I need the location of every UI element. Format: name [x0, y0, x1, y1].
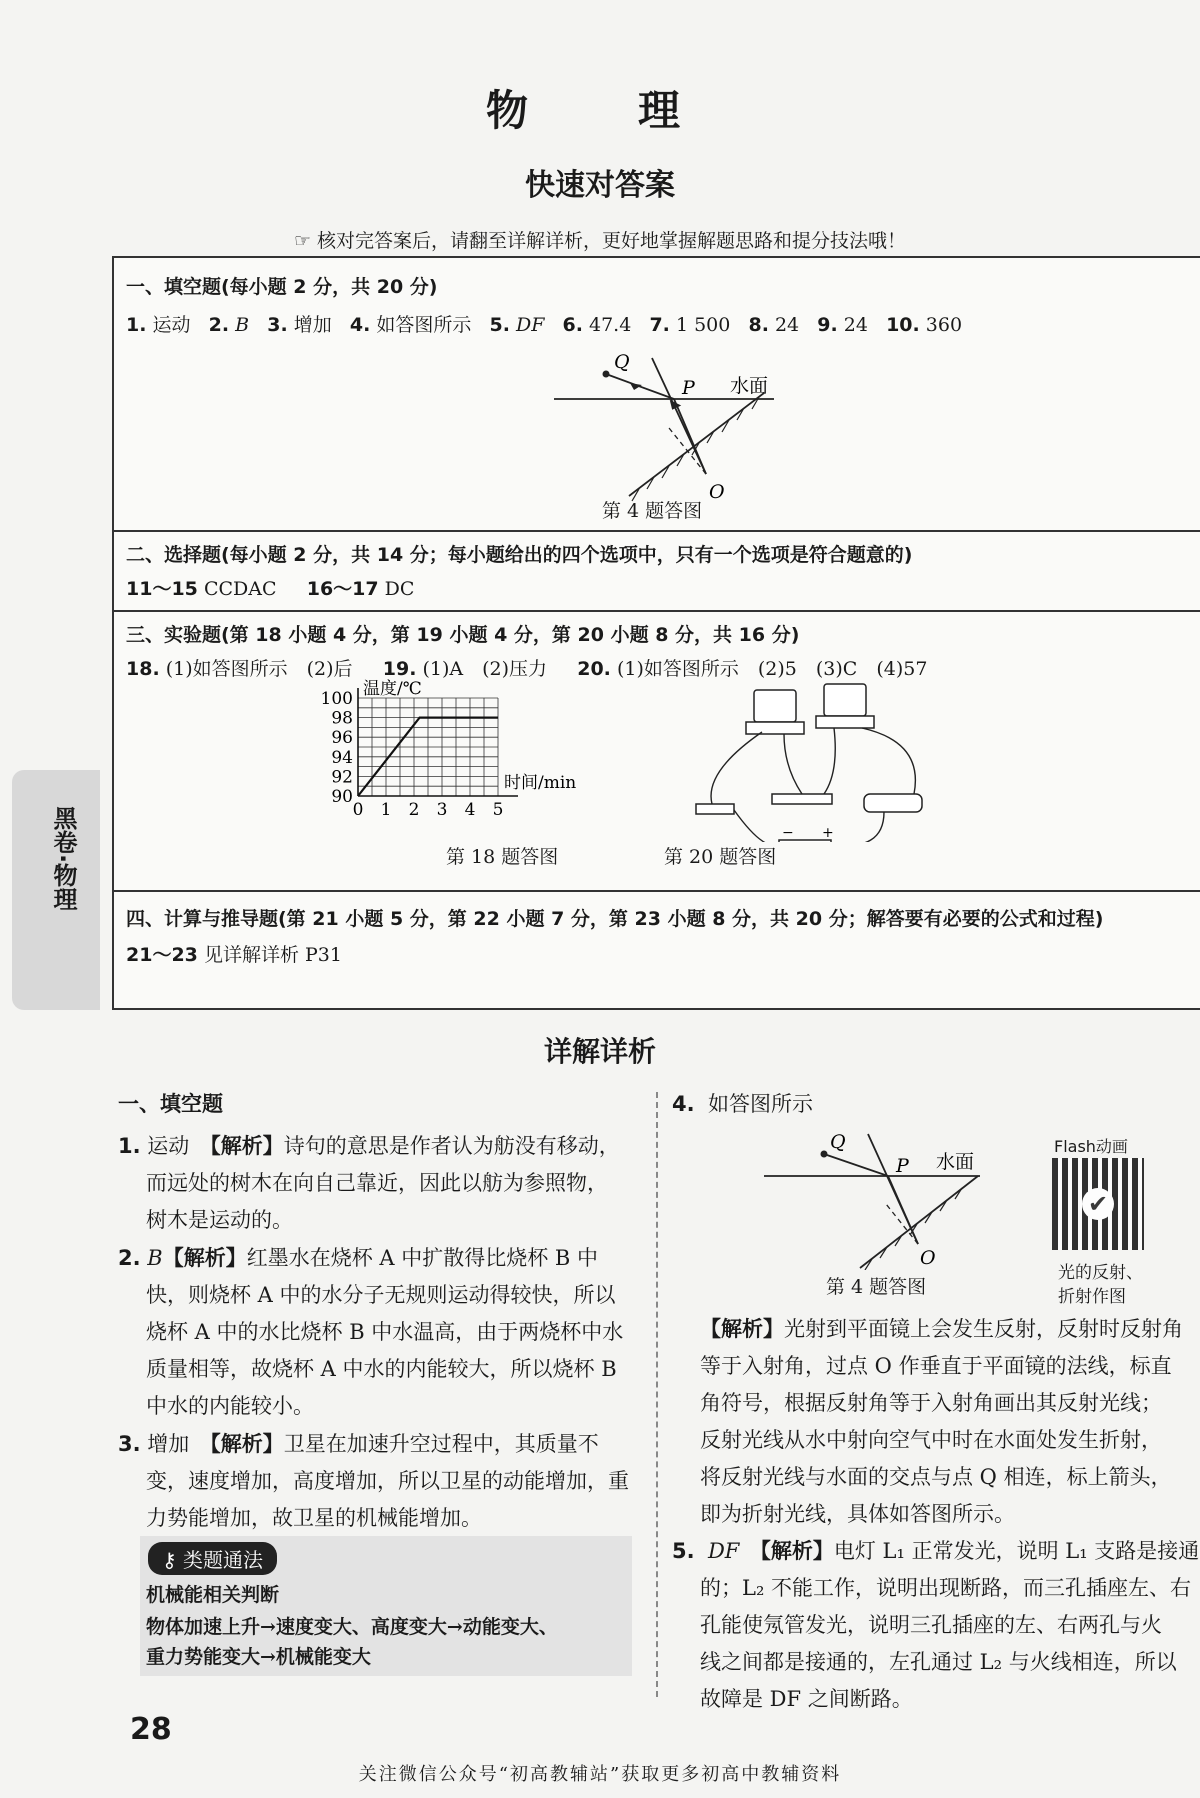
- y-tick-label: 96: [331, 728, 353, 749]
- answer-box: [112, 256, 1200, 1010]
- answer-number: 4.: [349, 314, 371, 336]
- section-heading: 四、计算与推导题(第 21 小题 5 分，第 22 小题 7 分，第 23 小题 8 分，共 20 分；解答要有必要的公式和过程): [126, 908, 1104, 930]
- svg-text:−: −: [782, 825, 794, 841]
- text-line: 电灯 L₁ 正常发光，说明 L₁ 支路是接通: [833, 1539, 1200, 1563]
- switch: [696, 804, 734, 814]
- section-experiment: [114, 610, 1200, 892]
- resistor: [772, 794, 832, 804]
- text-line: 卫星在加速升空过程中，其质量不: [283, 1432, 599, 1456]
- text-line: 线之间都是接通的，左孔通过 L₂ 与火线相连，所以: [700, 1650, 1177, 1674]
- text-line: 快，则烧杯 A 中的水分子无规则运动得较快，所以: [146, 1283, 616, 1307]
- figure-q4: [534, 338, 834, 513]
- text-line: 将反射光线与水面的交点与点 Q 相连，标上箭头，: [700, 1465, 1172, 1489]
- circuit-figure: [684, 682, 984, 842]
- qr-code[interactable]: [1052, 1158, 1144, 1250]
- x-tick-label: 4: [464, 800, 476, 820]
- hand-pointer-icon: ☞: [293, 230, 311, 252]
- answer-value: 运动: [146, 314, 191, 336]
- question-number: 4.: [672, 1092, 695, 1116]
- label-p: P: [682, 377, 695, 399]
- answer-value: CCDAC: [203, 578, 277, 600]
- text-line: 变，速度增加，高度增加，所以卫星的动能增加，重: [146, 1469, 629, 1493]
- text-line: 物体加速上升→速度变大、高度变大→动能变大、: [146, 1616, 558, 1638]
- answer-number: 7.: [649, 314, 670, 336]
- method-tip-box: [140, 1536, 632, 1676]
- analysis-tag: 【解析】: [210, 1431, 284, 1456]
- answer-value: 24: [768, 314, 800, 336]
- text-line: 力势能增加，故卫星的机械能增加。: [146, 1506, 482, 1530]
- tip-badge: [148, 1542, 277, 1575]
- x-tick-label: 3: [436, 800, 448, 820]
- text-line: 质量相等，故烧杯 A 中水的内能较大，所以烧杯 B: [146, 1357, 617, 1381]
- answer-value: 360: [919, 314, 963, 336]
- ammeter: [824, 684, 866, 716]
- y-tick-label: 94: [331, 747, 353, 768]
- column-divider: [656, 1092, 658, 1697]
- analysis-tag: 【解析】: [760, 1538, 834, 1563]
- question-number: 2.: [118, 1246, 141, 1270]
- page-number: 28: [130, 1712, 172, 1747]
- answer-value: (1)如答图所示 (2)后: [165, 658, 353, 680]
- text-line: 重力势能变大→机械能变大: [146, 1646, 371, 1668]
- answer: 如答图所示: [707, 1092, 813, 1116]
- answer: DF: [707, 1539, 740, 1563]
- text-line: 等于入射角，过点 O 作垂直于平面镜的法线，标直: [700, 1354, 1172, 1378]
- x-tick-label: 0: [352, 800, 364, 820]
- fig20-caption: 第 20 题答图: [664, 846, 777, 868]
- section-choice: [114, 530, 1200, 612]
- temperature-chart: [314, 676, 614, 836]
- y-tick-label: 90: [331, 787, 353, 807]
- analysis-tag: 【解析】: [162, 1245, 247, 1270]
- fill-answers: [126, 310, 962, 337]
- page-title: 物 理: [485, 86, 714, 135]
- fig4-caption: 第 4 题答图: [602, 500, 703, 522]
- rheostat: [864, 794, 922, 812]
- question-number: 3.: [118, 1432, 141, 1456]
- answer-number: 18.: [126, 658, 160, 680]
- text-line: 诗句的意思是作者认为舫没有移动，: [283, 1134, 620, 1158]
- text-line: 即为折射光线，具体如答图所示。: [700, 1502, 1015, 1526]
- label-o: O: [709, 481, 725, 503]
- section-heading: 一、填空题(每小题 2 分，共 20 分): [126, 276, 438, 298]
- y-tick-label: 92: [331, 767, 353, 788]
- qr-caption: 折射作图: [1058, 1287, 1126, 1307]
- answer-value: 见详解详析 P31: [203, 944, 342, 966]
- text-line: 中水的内能较小。: [146, 1394, 314, 1418]
- answer-value: (1)如答图所示 (2)5 (3)C (4)57: [616, 658, 928, 680]
- choice-answers: [126, 574, 414, 601]
- text-line: 光射到平面镜上会发生反射，反射时反射角: [784, 1317, 1183, 1341]
- voltmeter: [754, 690, 796, 722]
- analysis-tag: 【解析】: [700, 1316, 784, 1341]
- detail-title: 详解详析: [543, 1035, 656, 1068]
- y-axis-label: 温度/℃: [363, 679, 422, 699]
- tip-line: [0, 226, 1200, 253]
- text-line: 树木是运动的。: [146, 1208, 293, 1232]
- answer-value: B: [229, 314, 250, 336]
- x-axis-label: 时间/min: [504, 773, 577, 793]
- answer-value: (1)A (2)压力: [422, 658, 548, 680]
- text-line: 反射光线从水中射向空气中时在水面处发生折射，: [700, 1428, 1162, 1452]
- check-icon: ✔: [1082, 1188, 1114, 1220]
- qr-caption: 光的反射、: [1058, 1263, 1143, 1283]
- label-q: Q: [614, 351, 630, 373]
- label-q: Q: [830, 1131, 846, 1153]
- question-number: 5.: [672, 1539, 695, 1563]
- text-line: 孔能使氖管发光，说明三孔插座的左、右两孔与火: [700, 1613, 1162, 1637]
- text-line: 故障是 DF 之间断路。: [700, 1687, 913, 1711]
- answer-number: 20.: [577, 658, 611, 680]
- label-water: 水面: [730, 375, 769, 397]
- answer-number: 9.: [817, 314, 838, 336]
- answer: B: [147, 1246, 163, 1270]
- q5-block: [672, 1532, 1200, 1718]
- section-heading: 三、实验题(第 18 小题 4 分，第 19 小题 4 分，第 20 小题 8 分，共 16 分): [126, 624, 800, 646]
- answer-number: 5.: [489, 314, 510, 336]
- answer-number: 3.: [267, 314, 288, 336]
- answer-value: DC: [384, 578, 415, 600]
- label-o: O: [920, 1247, 936, 1269]
- text-line: 红墨水在烧杯 A 中扩散得比烧杯 B 中: [246, 1246, 599, 1270]
- y-tick-label: 98: [331, 708, 353, 729]
- answer-value: DF: [509, 314, 545, 336]
- tip-badge-label: 类题通法: [183, 1548, 264, 1572]
- figure-q4-detail: [760, 1120, 1000, 1270]
- answer-number: 16～17: [306, 578, 379, 600]
- text-line: 而远处的树木在向自己靠近，因此以舫为参照物，: [146, 1171, 608, 1195]
- answer-number: 8.: [748, 314, 769, 336]
- label-p: P: [896, 1155, 909, 1177]
- tip-heading: 机械能相关判断: [146, 1584, 280, 1606]
- answer-value: 增加: [287, 314, 332, 336]
- answer-number: 19.: [382, 658, 417, 680]
- calc-answers: [126, 940, 342, 967]
- answer: 运动: [147, 1134, 190, 1158]
- right-column: [672, 1086, 1200, 1123]
- side-tab: [12, 770, 100, 1010]
- footer-note: 关注微信公众号“初高教辅站”获取更多初高中教辅资料: [358, 1764, 842, 1785]
- x-tick-label: 1: [380, 800, 392, 820]
- y-tick-label: 100: [320, 689, 353, 709]
- answer-value: 24: [837, 314, 868, 336]
- answer-number: 1.: [126, 314, 147, 336]
- svg-text:+: +: [822, 825, 834, 841]
- analysis-tag: 【解析】: [210, 1133, 284, 1158]
- text-line: 烧杯 A 中的水比烧杯 B 中水温高，由于两烧杯中水: [146, 1320, 624, 1344]
- quick-answers-title: 快速对答案: [525, 168, 675, 203]
- answer-number: 6.: [562, 314, 583, 336]
- answer-value: 如答图所示: [370, 314, 472, 336]
- x-tick-label: 2: [408, 800, 420, 820]
- key-icon: ⚷: [162, 1548, 177, 1572]
- answer-number: 21～23: [126, 944, 198, 966]
- question-number: 1.: [118, 1134, 141, 1158]
- answer-number: 10.: [886, 314, 920, 336]
- tip-text: 核对完答案后，请翻至详解详析，更好地掌握解题思路和提分技法哦！: [317, 230, 907, 252]
- qr-label: Flash动画: [1054, 1137, 1128, 1156]
- text-line: 的；L₂ 不能工作，说明出现断路，而三孔插座左、右: [700, 1576, 1192, 1600]
- answer-value: 47.4: [582, 314, 632, 336]
- answer-number: 11～15: [126, 578, 198, 600]
- answer-value: 1 500: [669, 314, 731, 336]
- label-water: 水面: [936, 1151, 975, 1173]
- answer-number: 2.: [208, 314, 230, 336]
- section-calculation: [114, 890, 1200, 1006]
- left-heading: 一、填空题: [118, 1092, 223, 1116]
- answer: 增加: [147, 1432, 190, 1456]
- fig18-caption: 第 18 题答图: [446, 846, 559, 868]
- section-heading: 二、选择题(每小题 2 分，共 14 分；每小题给出的四个选项中，只有一个选项是符合题意的): [126, 544, 913, 566]
- left-column: [118, 1086, 638, 1537]
- section-fill-blank: [114, 258, 1200, 532]
- text-line: 角符号，根据反射角等于入射角画出其反射光线；: [700, 1391, 1162, 1415]
- right-column-text: [700, 1310, 1200, 1533]
- fig4-detail-caption: 第 4 题答图: [826, 1276, 927, 1298]
- side-tab-label: 黑卷·物理: [49, 806, 77, 912]
- x-tick-label: 5: [492, 800, 504, 820]
